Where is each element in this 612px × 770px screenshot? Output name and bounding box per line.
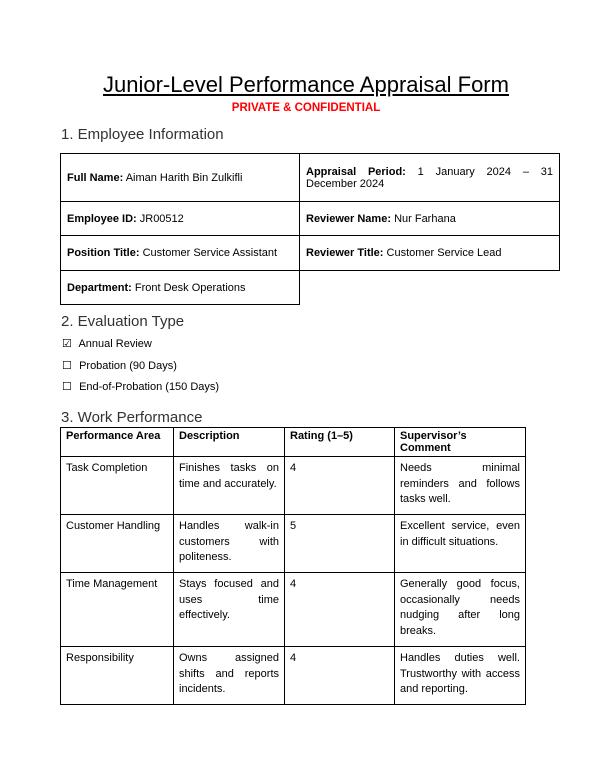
department-label: Department: [67,281,132,294]
table-row [61,573,526,647]
rating-cell: 4 [285,457,395,515]
confidential-label: PRIVATE & CONFIDENTIAL [231,102,381,114]
checked-checkbox-icon[interactable]: ☑ [62,338,72,350]
area-cell: Responsibility [61,647,174,705]
position-title-value: Customer Service Assistant [142,247,278,259]
employee-id-value: JR00512 [139,212,184,225]
position-title-label: Position Title: [67,247,140,259]
full-name-cell [61,154,300,202]
table-row [61,515,526,573]
area-cell: Task Completion [61,457,174,515]
table-row [61,647,526,705]
department-value: Front Desk Operations [134,281,246,294]
evaluation-option-annual[interactable] [62,337,219,359]
evaluation-option-label: End-of-Probation (150 Days) [79,381,220,393]
area-cell: Customer Handling [61,515,174,573]
column-header-area: Performance Area [61,428,174,457]
employee-id-cell [61,202,300,236]
evaluation-option-end-of-probation[interactable] [62,380,219,402]
rating-cell: 5 [285,515,395,573]
employee-id-label: Employee ID: [67,212,137,225]
area-cell: Time Management [61,573,174,647]
evaluation-option-label: Annual Review [78,338,152,350]
full-name-value: Aiman Harith Bin Zulkifli [125,171,243,184]
full-name-label: Full Name: [67,171,124,184]
evaluation-option-probation[interactable] [62,359,219,381]
reviewer-title-cell [300,236,560,271]
reviewer-title-label: Reviewer Title: [306,247,384,259]
section-heading-work-performance: 3. Work Performance [61,409,203,426]
description-cell: Handles walk-in customers with politeness. [174,515,285,573]
column-header-comment: Supervisor’s Comment [395,428,526,457]
comment-cell: Handles duties well. Trustworthy with access and reporting. [395,647,526,705]
department-cell [61,271,300,305]
column-header-description: Description [174,428,285,457]
evaluation-option-label: Probation (90 Days) [79,359,177,372]
employee-info-table [60,153,560,305]
description-cell: Owns assigned shifts and reports incidents. [174,647,285,705]
reviewer-name-label: Reviewer Name: [306,212,391,225]
work-performance-table [60,427,526,705]
empty-cell [300,271,560,305]
column-header-rating: Rating (1–5) [285,428,395,457]
form-title: Junior-Level Performance Appraisal Form [103,72,509,97]
description-cell: Stays focused and uses time effectively. [174,573,285,647]
appraisal-period-cell [300,154,560,202]
reviewer-name-value: Nur Farhana [394,212,456,225]
description-cell: Finishes tasks on time and accurately. [174,457,285,515]
unchecked-checkbox-icon[interactable]: ☐ [62,359,72,372]
comment-cell: Needs minimal reminders and follows tasks well. [395,457,526,515]
rating-cell: 4 [285,647,395,705]
rating-cell: 4 [285,573,395,647]
reviewer-name-cell [300,202,560,236]
position-title-cell [61,236,300,271]
comment-cell: Excellent service, even in difficult situations. [395,515,526,573]
appraisal-period-label: Appraisal Period: [306,165,406,178]
table-row [61,457,526,515]
unchecked-checkbox-icon[interactable]: ☐ [62,381,72,393]
comment-cell: Generally good focus, occasionally needs nudging after long breaks. [395,573,526,647]
appraisal-period-value: 1 January 2024 – 31 December 2024 [306,165,554,190]
reviewer-title-value: Customer Service Lead [386,247,502,259]
section-heading-employee-info: 1. Employee Information [61,126,224,143]
section-heading-evaluation-type: 2. Evaluation Type [61,313,185,330]
evaluation-type-list [62,337,219,402]
